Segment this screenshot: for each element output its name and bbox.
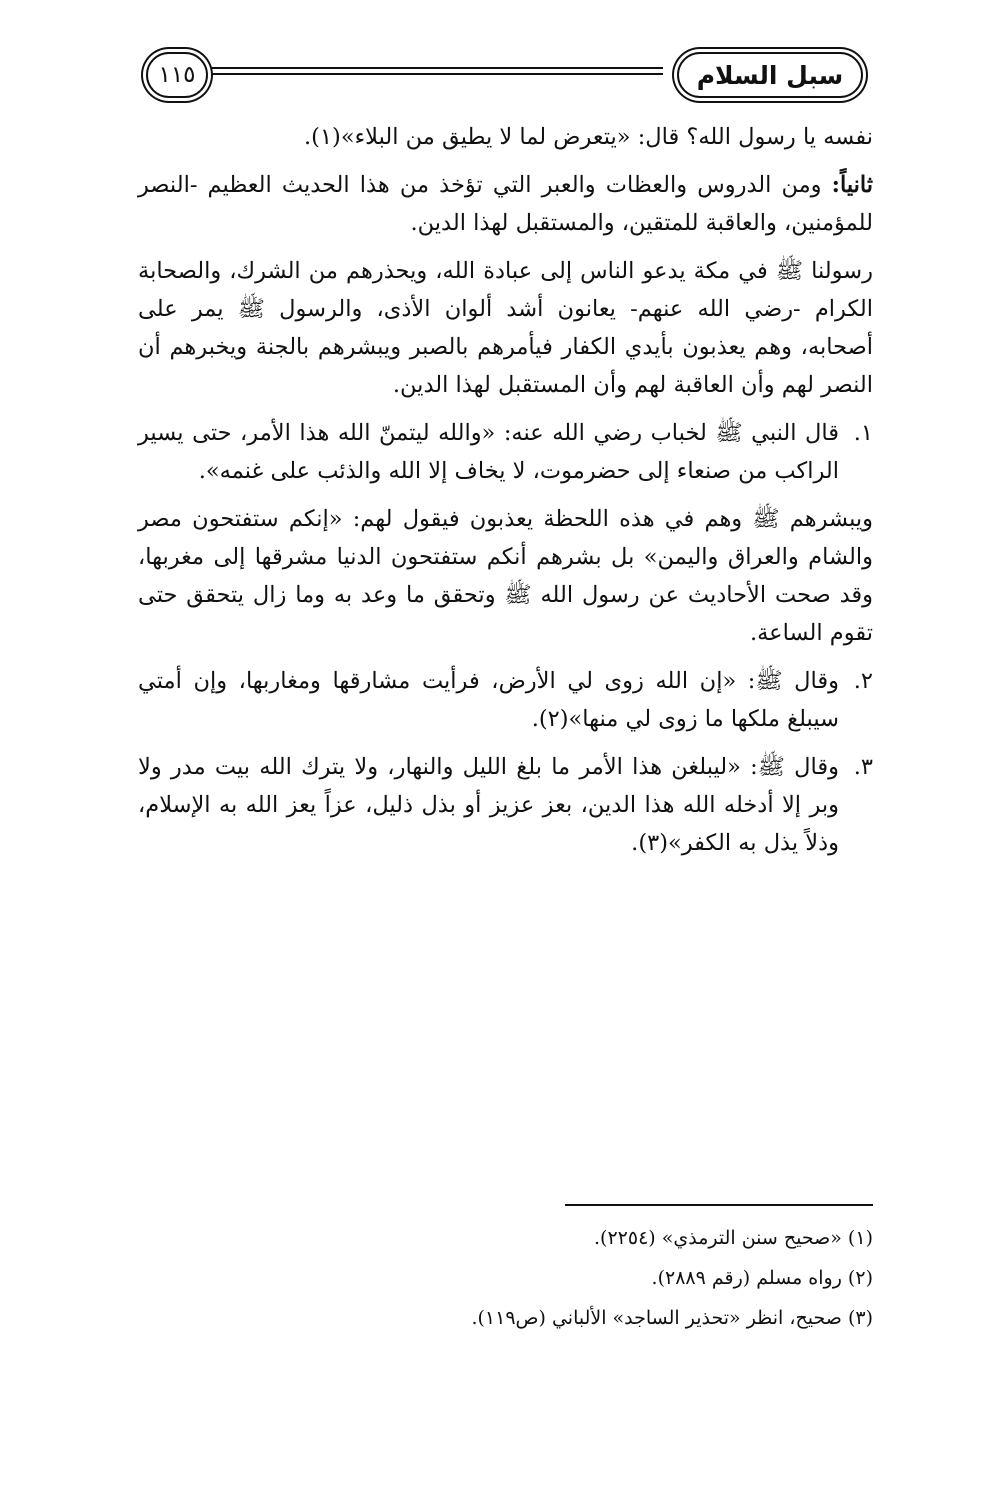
page-number-frame [146, 52, 208, 98]
page-body [138, 118, 873, 862]
header-rule-bottom [208, 73, 663, 75]
footnote-2: (٢) رواه مسلم (رقم ٢٨٨٩). [651, 1267, 873, 1289]
page-header [138, 40, 873, 110]
list-item-2 [138, 662, 873, 738]
header-title: سبل السلام [696, 60, 844, 90]
list-item-2-text: وقال ﷺ: «إن الله زوى لي الأرض، فرأيت مشارقها ومغاربها، وإن أمتي سيبلغ ملكها ما زوى لي منها»(٢). [138, 668, 839, 732]
list-item-3-number: ٣. [853, 754, 873, 780]
paragraph-1: نفسه يا رسول الله؟ قال: «يتعرض لما لا يطيق من البلاء»(١). [304, 124, 873, 150]
header-rule-top [208, 67, 663, 69]
paragraph-2 [138, 166, 873, 242]
page-number: ١١٥ [158, 62, 196, 88]
paragraph-2-text: ومن الدروس والعظات والعبر التي تؤخذ من هذا الحديث العظيم -النصر للمؤمنين، والعاقبة للمتقين، والمستقبل لهذا الدين. [138, 172, 873, 236]
list-item-1 [138, 414, 873, 490]
header-title-frame [677, 52, 863, 98]
paragraph-4: ويبشرهم ﷺ وهم في هذه اللحظة يعذبون فيقول لهم: «إنكم ستفتحون مصر والشام والعراق واليمن» بل بشرهم أنكم ستفتحون الدنيا مشرقها إلى مغربها، وقد صحت الأحاديث عن رسول الله ﷺ وتحقق ما وعد به وما زال يتحقق حتى تقوم الساعة. [138, 506, 873, 646]
footnote-3: (٣) صحيح، انظر «تحذير الساجد» الألباني (ص١١٩). [471, 1307, 873, 1329]
list-item-3-text: وقال ﷺ: «ليبلغن هذا الأمر ما بلغ الليل والنهار، ولا يترك الله بيت مدر ولا وبر إلا أدخله الله هذا الدين، بعز عزيز أو بذل ذليل، عزاً يعز الله به الإسلام، وذلاً يذل به الكفر»(٣). [138, 754, 839, 856]
footnote-1: (١) «صحيح سنن الترمذي» (٢٢٥٤). [594, 1227, 873, 1249]
paragraph-3: رسولنا ﷺ في مكة يدعو الناس إلى عبادة الله، ويحذرهم من الشرك، والصحابة الكرام -رضي الله عنهم- يعانون أشد ألوان الأذى، والرسول ﷺ يمر على أصحابه، وهم يعذبون بأيدي الكفار فيأمرهم بالصبر ويبشرهم بالجنة ويخبرهم أن النصر لهم وأن العاقبة لهم وأن المستقبل لهذا الدين. [138, 258, 873, 398]
footnotes [138, 1218, 873, 1338]
paragraph-2-lead: ثانياً: [831, 172, 873, 198]
list-item-3 [138, 748, 873, 862]
footnote-separator [565, 1204, 873, 1206]
list-item-1-text: قال النبي ﷺ لخباب رضي الله عنه: «والله ليتمنّ الله هذا الأمر، حتى يسير الراكب من صنعاء إلى حضرموت، لا يخاف إلا الله والذئب على غنمه». [138, 420, 839, 484]
list-item-2-number: ٢. [853, 668, 873, 694]
list-item-1-number: ١. [853, 420, 873, 446]
